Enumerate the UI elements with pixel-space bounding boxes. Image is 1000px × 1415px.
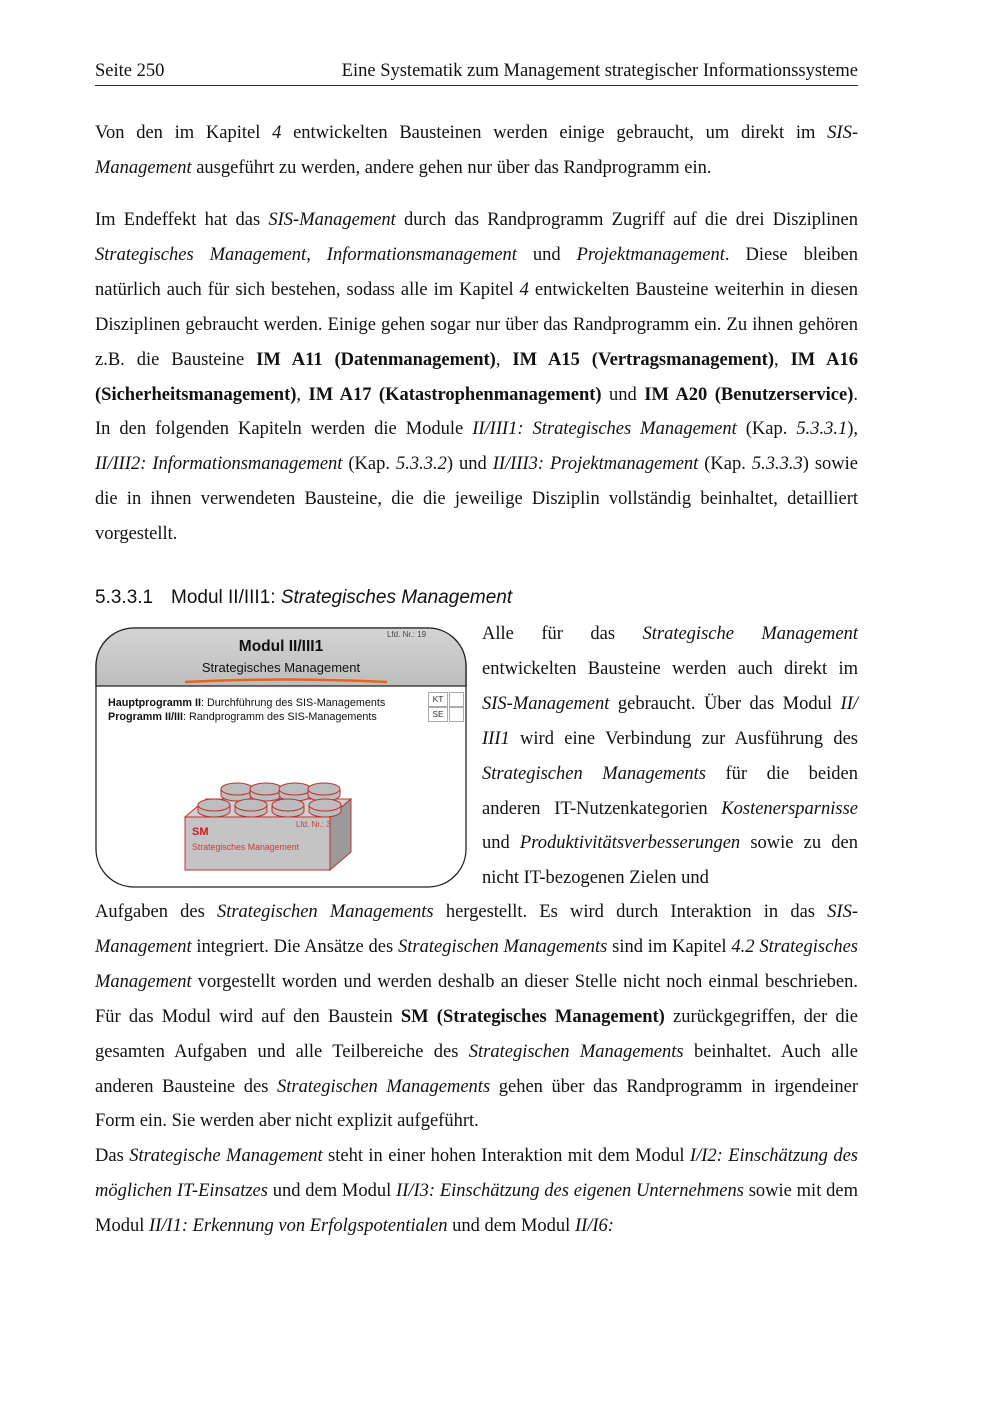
program-line	[108, 711, 377, 723]
continued-paragraph: Aufgaben des Strategischen Managements hergestellt. Es wird durch Interaktion in das SIS-Management integriert. Die Ansätze des Strategischen Managements sind im Kapitel 4.2 Strategisches Management vorgestellt worden und werden deshalb an dieser Stelle nicht noch einmal beschrieben. Für das Modul wird auf den Baustein SM (Strategisches Management) zurückgegriffen, der die gesamten Aufgaben und alle Teilbereiche des Strategischen Managements beinhaltet. Auch alle anderen Bausteine des Strategischen Managements gehen über das Randprogramm in irgendeiner Form ein. Sie werden aber nicht explizit aufgeführt.	[95, 902, 859, 1132]
program-label: Hauptprogramm II	[108, 697, 201, 709]
paragraph-2: Im Endeffekt hat das SIS-Management durch das Randprogramm Zugriff auf die drei Disziplinen Strategisches Management, Informationsmanagement und Projektmanagement. Diese bleiben natürlich auch für sich bestehen, sodass alle im Kapitel 4 entwickelten Bausteine weiterhin in diesen Disziplinen gebraucht werden. Einige gehen sogar nur über das Randprogramm ein. Zu ihnen gehören z.B. die Bausteine IM A11 (Datenmanagement), IM A15 (Vertragsmanagement), IM A16 (Sicherheitsmanagement), IM A17 (Katastrophenmanagement) und IM A20 (Benutzerservice). In den folgenden Kapiteln werden die Module II/III1: Strategisches Management (Kap. 5.3.3.1), II/III2: Informationsmanagement (Kap. 5.3.3.2) und II/III3: Projektmanagement (Kap. 5.3.3.3) sowie die in ihnen verwendeten Bausteine, die die jeweilige Disziplin vollständig beinhaltet, detailliert vorgestellt.	[95, 210, 859, 545]
brick-name: Strategisches Management	[192, 842, 300, 852]
final-paragraph: Das Strategische Management steht in einer hohen Interaktion mit dem Modul I/I2: Einschätzung des möglichen IT-Einsatzes und dem Modul II/I3: Einschätzung des eigenen Unternehmens sowie mit dem Modul II/I1: Erkennung von Erfolgspotentialen und dem Modul II/I6:	[95, 1146, 858, 1237]
paragraph-1: Von den im Kapitel 4 entwickelten Bausteinen werden einige gebraucht, um direkt im SIS-Management ausgeführt zu werden, andere gehen nur über das Randprogramm ein.	[95, 123, 858, 178]
module-title: Modul II/III1	[238, 638, 324, 655]
body-text	[95, 895, 858, 1244]
brick-code: SM	[192, 826, 209, 838]
program-text: : Durchführung des SIS-Managements	[200, 697, 386, 709]
code-box-se: SE	[428, 707, 448, 722]
program-text: : Randprogramm des SIS-Managements	[183, 711, 377, 723]
code-box-empty	[449, 692, 464, 707]
running-title: Eine Systematik zum Management strategischer Informationssysteme	[341, 61, 858, 81]
module-figure	[95, 627, 467, 889]
code-box-kt: KT	[428, 692, 448, 707]
module-subtitle: Strategisches Management	[201, 660, 361, 675]
page-header	[95, 58, 858, 86]
section-title: Modul II/III1: Strategisches Management	[171, 587, 513, 608]
program-line	[108, 697, 385, 709]
program-label: Programm II/III	[108, 711, 183, 723]
wrapped-paragraph: Alle für das Strategische Management entwickelten Bausteine werden auch direkt im SIS-Management gebraucht. Über das Modul II/ III1 wird eine Verbindung zur Ausführung des Strategischen Managements für die beiden anderen IT-Nutzenkategorien Kostenersparnisse und Produktivitätsverbesserungen sowie zu den nicht IT-bezogenen Zielen und	[482, 624, 858, 889]
page-number: Seite 250	[95, 61, 165, 81]
code-box-empty	[449, 707, 464, 722]
section-number: 5.3.3.1	[95, 587, 154, 608]
section-heading	[95, 583, 512, 613]
module-lfd-nr: Lfd. Nr.: 19	[387, 630, 427, 639]
brick-lfd-nr: Lfd. Nr.: 3	[296, 820, 331, 829]
